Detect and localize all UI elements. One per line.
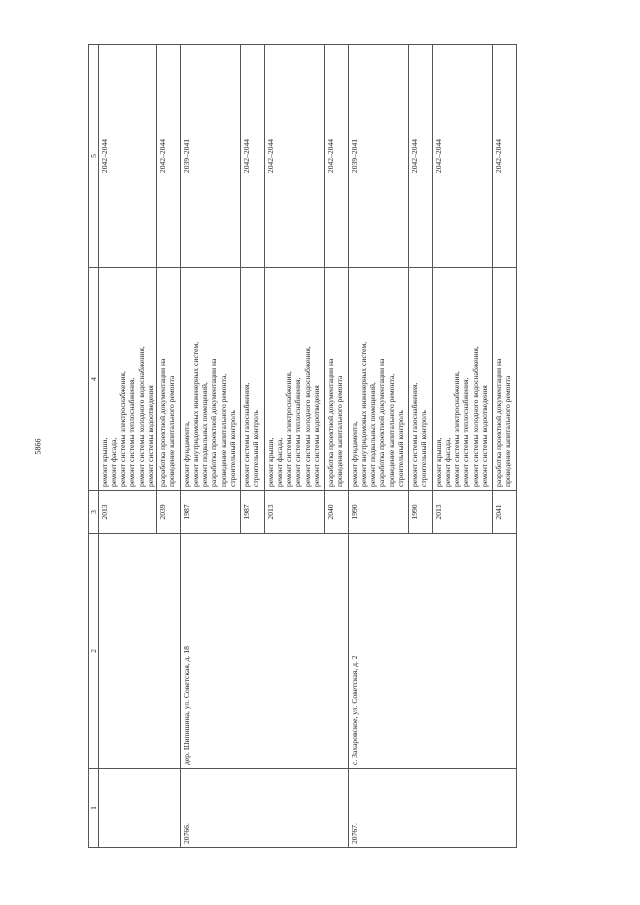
period-cell: 2042–2044 bbox=[409, 45, 433, 268]
period-cell: 2039–2041 bbox=[181, 45, 241, 268]
works-cell bbox=[99, 268, 157, 491]
item-number: 20767. bbox=[349, 769, 517, 848]
work-item: проведение капитального ремонта bbox=[167, 375, 177, 487]
work-item: разработка проектной документации на bbox=[377, 358, 387, 487]
work-item: ремонт системы водоотведения bbox=[311, 385, 321, 487]
works-cell bbox=[325, 268, 349, 491]
work-item: ремонт системы холодного водоснабжения, bbox=[302, 346, 312, 487]
works-cell bbox=[241, 268, 265, 491]
period-cell: 2042–2044 bbox=[265, 45, 325, 268]
work-item: ремонт крыши, bbox=[266, 437, 276, 487]
item-number: 20766. bbox=[181, 769, 349, 848]
building-address bbox=[99, 534, 181, 769]
page-number: 5866 bbox=[33, 438, 43, 455]
col-header-3: 3 bbox=[89, 491, 99, 534]
work-item: ремонт фасада, bbox=[275, 437, 285, 487]
work-item: ремонт внутридомовых инженерных систем, bbox=[359, 341, 369, 487]
table-row bbox=[349, 45, 409, 848]
work-item: разработка проектной документации на bbox=[209, 358, 219, 487]
col-header-2: 2 bbox=[89, 534, 99, 769]
period-cell: 2042–2044 bbox=[433, 45, 493, 268]
work-item: ремонт системы электроснабжения, bbox=[118, 371, 128, 487]
work-item: ремонт подвальных помещений, bbox=[200, 382, 210, 487]
work-item: ремонт крыши, bbox=[434, 437, 444, 487]
year-cell: 1987 bbox=[181, 491, 241, 534]
header-row bbox=[89, 45, 99, 848]
work-item: проведение капитального ремонта, bbox=[386, 373, 396, 487]
work-item: строительный контроль bbox=[227, 410, 237, 487]
work-item: ремонт системы электроснабжения, bbox=[284, 371, 294, 487]
year-cell: 2041 bbox=[493, 491, 517, 534]
work-item: ремонт системы холодного водоснабжения, bbox=[470, 346, 480, 487]
period-cell: 2042–2044 bbox=[325, 45, 349, 268]
repair-schedule-table bbox=[88, 44, 517, 848]
year-cell: 2040 bbox=[325, 491, 349, 534]
work-item: ремонт подвальных помещений, bbox=[368, 382, 378, 487]
period-cell: 2042–2044 bbox=[157, 45, 181, 268]
table-row bbox=[99, 45, 157, 848]
period-cell: 2042–2044 bbox=[241, 45, 265, 268]
year-cell: 2013 bbox=[265, 491, 325, 534]
works-cell bbox=[157, 268, 181, 491]
building-address: с. Захаровское, ул. Советская, д. 2 bbox=[349, 534, 517, 769]
work-item: ремонт фундамента, bbox=[182, 421, 192, 487]
works-cell bbox=[493, 268, 517, 491]
work-item: проведение капитального ремонта, bbox=[218, 373, 228, 487]
col-header-4: 4 bbox=[89, 268, 99, 491]
year-cell: 1990 bbox=[409, 491, 433, 534]
work-item: ремонт системы теплоснабжения, bbox=[461, 377, 471, 487]
works-cell bbox=[409, 268, 433, 491]
work-item: ремонт системы электроснабжения, bbox=[452, 371, 462, 487]
work-item: ремонт фундамента, bbox=[350, 421, 360, 487]
year-cell: 2013 bbox=[99, 491, 157, 534]
period-cell: 2042–2044 bbox=[99, 45, 157, 268]
work-item: ремонт внутридомовых инженерных систем, bbox=[191, 341, 201, 487]
table-body bbox=[99, 45, 517, 848]
work-item: разработка проектной документации на bbox=[326, 358, 336, 487]
work-item: ремонт системы теплоснабжения, bbox=[293, 377, 303, 487]
work-item: ремонт крыши, bbox=[100, 437, 110, 487]
rotated-page bbox=[88, 80, 578, 848]
period-cell: 2042–2044 bbox=[493, 45, 517, 268]
work-item: строительный контроль bbox=[419, 410, 429, 487]
year-cell: 1987 bbox=[241, 491, 265, 534]
work-item: ремонт фасада, bbox=[443, 437, 453, 487]
year-cell: 1990 bbox=[349, 491, 409, 534]
year-cell: 2013 bbox=[433, 491, 493, 534]
table-row bbox=[181, 45, 241, 848]
works-cell bbox=[181, 268, 241, 491]
work-item: ремонт системы водоотведения bbox=[479, 385, 489, 487]
work-item: строительный контроль bbox=[395, 410, 405, 487]
year-cell: 2039 bbox=[157, 491, 181, 534]
work-item: проведение капитального ремонта bbox=[335, 375, 345, 487]
works-cell bbox=[349, 268, 409, 491]
works-cell bbox=[433, 268, 493, 491]
item-number bbox=[99, 769, 181, 848]
col-header-1: 1 bbox=[89, 769, 99, 848]
work-item: ремонт системы теплоснабжения, bbox=[127, 377, 137, 487]
work-item: разработка проектной документации на bbox=[158, 358, 168, 487]
work-item: ремонт системы газоснабжения, bbox=[410, 382, 420, 487]
col-header-5: 5 bbox=[89, 45, 99, 268]
period-cell: 2039–2041 bbox=[349, 45, 409, 268]
building-address: дер. Шипишина, ул. Советская, д. 18 bbox=[181, 534, 349, 769]
work-item: разработка проектной документации на bbox=[494, 358, 504, 487]
work-item: проведение капитального ремонта bbox=[503, 375, 513, 487]
work-item: ремонт системы холодного водоснабжения, bbox=[136, 346, 146, 487]
work-item: строительный контроль bbox=[251, 410, 261, 487]
work-item: ремонт фасада, bbox=[109, 437, 119, 487]
work-item: ремонт системы газоснабжения, bbox=[242, 382, 252, 487]
works-cell bbox=[265, 268, 325, 491]
work-item: ремонт системы водоотведения bbox=[145, 385, 155, 487]
